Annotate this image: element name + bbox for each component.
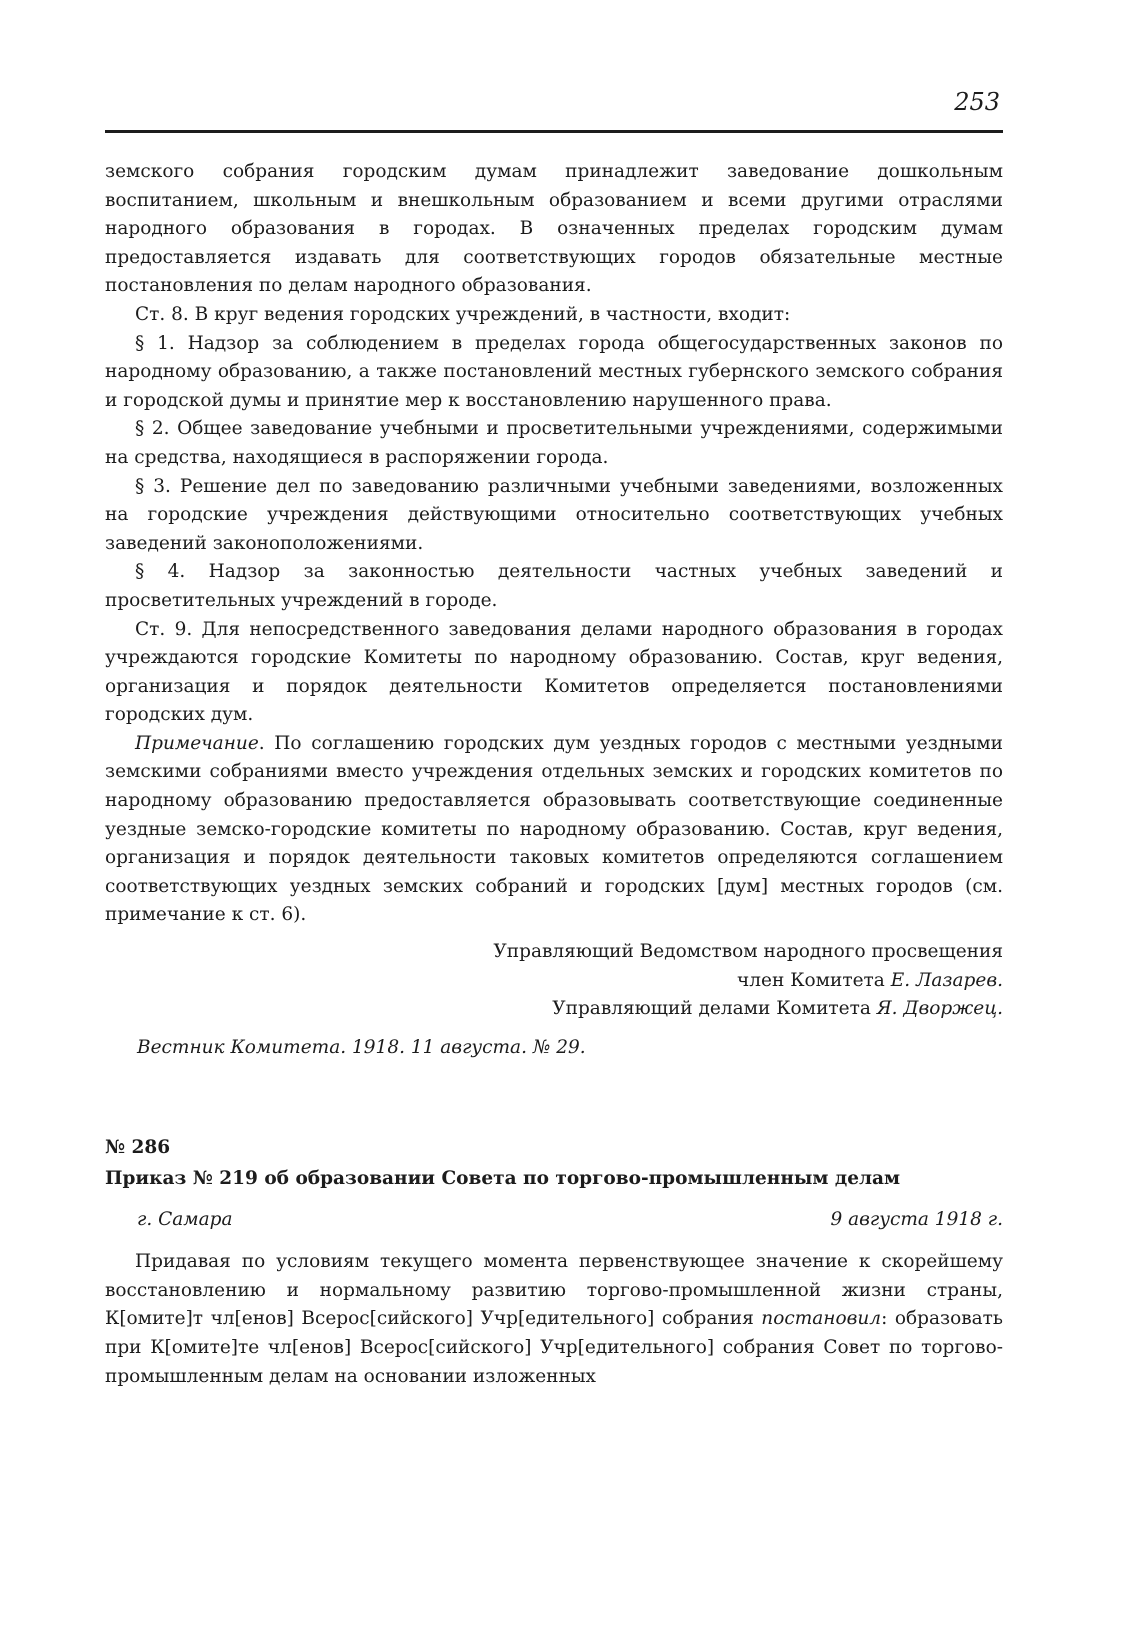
signature-block (105, 938, 1003, 1024)
section-1: § 1. Надзор за соблюдением в пределах города общегосударственных законов по народному образованию, а также постановлений местных губернского земского собрания и городской думы и принятие мер к восстановлению нарушенного права. (105, 332, 1003, 411)
document-text-part1: Придавая по условиям текущего момента первенствующее значение к скорейшему восстановлению и нормальному развитию торгово-промышленной жизни страны, К[омите]т чл[енов] Всерос[сийского] Учр[едительного] собрания (105, 1251, 1003, 1330)
note-paragraph (105, 730, 1003, 930)
paragraph-continuation: земского собрания городским думам принадлежит заведование дошкольным воспитанием, школьным и внешкольным образованием и всеми другими отраслями народного образования в городах. В означенных пределах городским думам предоставляется издавать для соответствующих городов обязательные местные постановления по делам народного образования. (105, 161, 1003, 297)
signature-line-1: Управляющий Ведомством народного просвещения (493, 941, 1003, 963)
note-text: . По соглашению городских дум уездных городов с местными уездными земскими собраниями вместо учреждения отдельных земских и городских комитетов по народному образованию предоставляется образовывать соответствующие соединенные уездные земско-городские комитеты по народному образованию. Состав, круг ведения, организация и порядок деятельности таковых комитетов определяются соглашением соответствующих уездных земских собраний и городских [дум] местных городов (см. примечание к ст. 6). (105, 732, 1003, 926)
document-title: Приказ № 219 об образовании Совета по торгово-промышленным делам (105, 1168, 901, 1189)
place-date-line (105, 1206, 1003, 1235)
signature-name-dvorzhets: Я. Дворжец. (876, 998, 1003, 1020)
note-label: Примечание (135, 732, 259, 754)
signature-line-3 (105, 995, 1003, 1024)
page-body (105, 158, 1003, 1391)
document-text-italic: постановил (761, 1308, 882, 1330)
signature-line-2-prefix: член Комитета (737, 969, 891, 991)
signature-line-2 (105, 967, 1003, 996)
source-citation: Вестник Комитета. 1918. 11 августа. № 29. (137, 1036, 586, 1058)
document-date: 9 августа 1918 г. (830, 1208, 1003, 1230)
section-3: § 3. Решение дел по заведованию различными учебными заведениями, возложенных на городские учреждения действующими относительно соответствующих учебных заведений законоположениями. (105, 475, 1003, 554)
signature-name-lazarev: Е. Лазарев. (890, 969, 1003, 991)
document-place: г. Самара (137, 1208, 233, 1230)
document-text-part2: : образовать при К[омите]те чл[енов] Всерос[сийского] Учр[едительного] собрания Совет по торгово-промышленным делам на основании изложенных (105, 1308, 1003, 1387)
page-number: 253 (954, 88, 1000, 116)
article-9: Ст. 9. Для непосредственного заведования делами народного образования в городах учреждаются городские Комитеты по народному образованию. Состав, круг ведения, организация и порядок деятельности Комитетов определяется постановлениями городских дум. (105, 618, 1003, 726)
header-rule (105, 130, 1003, 133)
document-number: № 286 (105, 1137, 171, 1159)
document-text (105, 1248, 1003, 1391)
section-2: § 2. Общее заведование учебными и просветительными учреждениями, содержимыми на средства, находящиеся в распоряжении города. (105, 418, 1003, 468)
section-4: § 4. Надзор за законностью деятельности частных учебных заведений и просветительных учреждений в городе. (105, 561, 1003, 611)
signature-line-3-prefix: Управляющий делами Комитета (552, 998, 877, 1020)
article-8: Ст. 8. В круг ведения городских учреждений, в частности, входит: (135, 303, 791, 325)
